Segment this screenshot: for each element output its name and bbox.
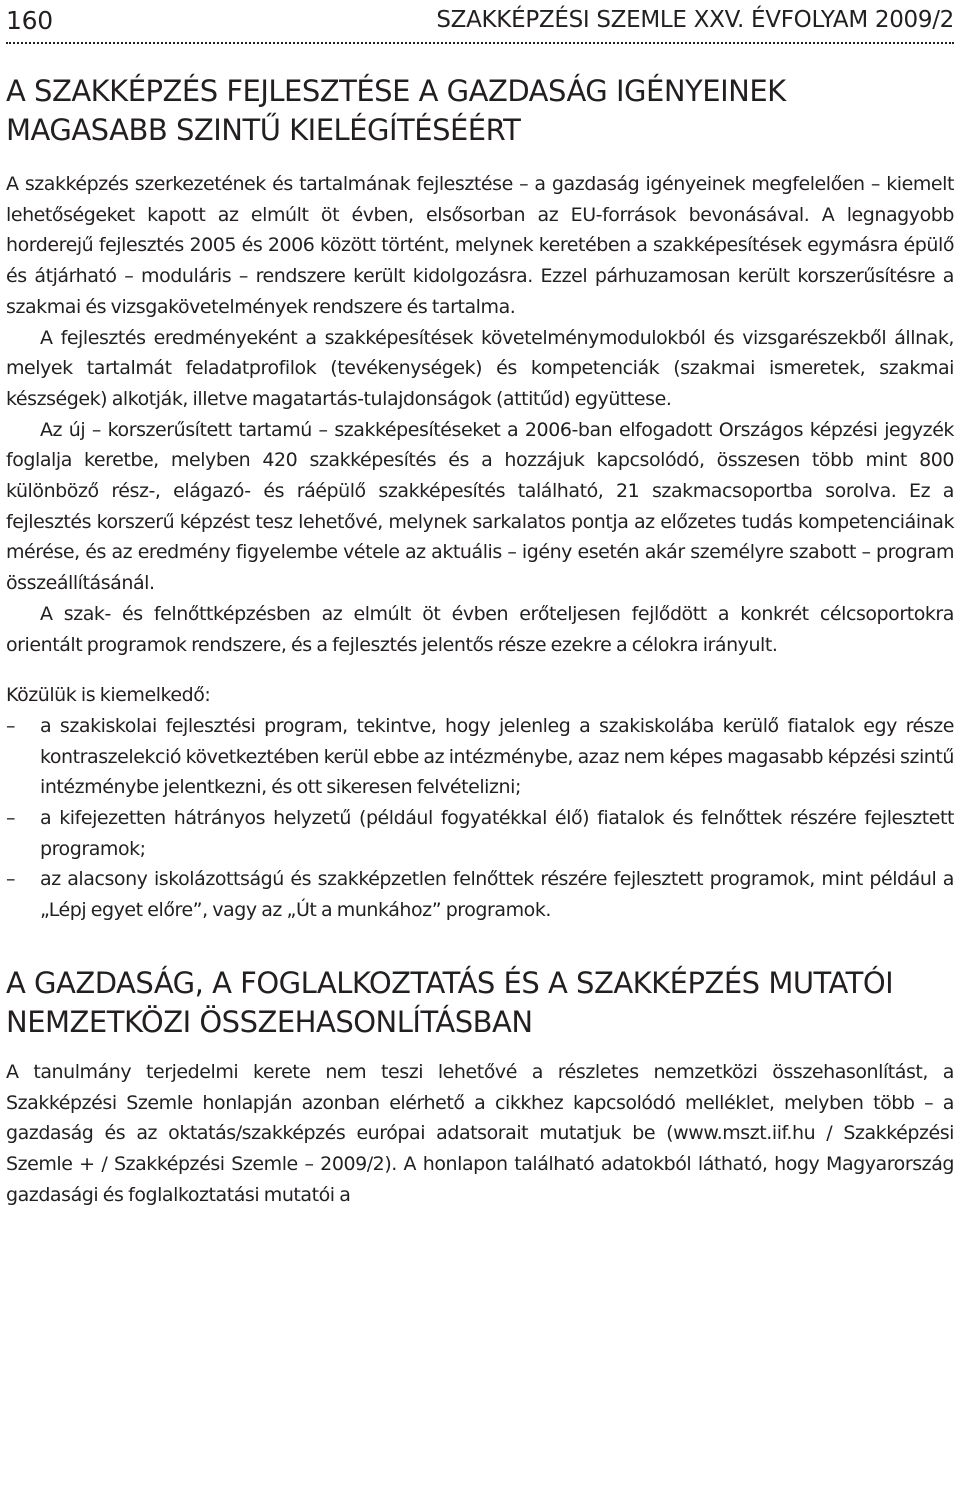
paragraph: Az új – korszerűsített tartamú – szakképesítéseket a 2006-ban elfogadott Országos képzési jegyzék foglalja keretbe, melyben 420 szakképesítés és a hozzájuk kapcsolódó, összesen több mint 800 különböző rész-, elágazó- és ráépülő szakképesítés található, 21 szakmacsoportba sorolva. Ez a fejlesztés korszerű képzést tesz lehetővé, melynek sarkalatos pontja az előzetes tudás kompetenciáinak mérése, és az eredmény figyelembe vétele az aktuális – igény esetén akár személyre szabott – program összeállításánál. — [6, 418, 954, 595]
running-header — [6, 0, 954, 40]
dash-marker: – — [6, 868, 16, 891]
list-item — [6, 711, 954, 803]
list-item-text: a kifejezetten hátrányos helyzetű (például fogyatékkal élő) fiatalok és felnőttek részére fejlesztett programok; — [40, 807, 954, 860]
paragraph: A szak- és felnőttképzésben az elmúlt öt évben erőteljesen fejlődött a konkrét célcsoportokra orientált programok rendszere, és a fejlesztés jelentős része ezekre a célokra irányult. — [6, 602, 954, 656]
header-divider — [6, 42, 954, 44]
list-item-text: a szakiskolai fejlesztési program, tekintve, hogy jelenleg a szakiskolába kerülő fiatalok egy része kontraszelekció következtében kerül ebbe az intézménybe, azaz nem képes magasabb képzési szintű intézménybe jelentkezni, és ott sikeresen felvételizni; — [40, 714, 954, 799]
page-number: 160 — [6, 5, 53, 35]
section-title-development: A SZAKKÉPZÉS FEJLESZTÉSE A GAZDASÁG IGÉNYEINEK MAGASABB SZINTŰ KIELÉGÍTÉSÉÉRT — [6, 74, 786, 147]
list-item — [6, 864, 954, 925]
dash-marker: – — [6, 714, 16, 737]
journal-title: SZAKKÉPZÉSI SZEMLE XXV. ÉVFOLYAM 2009/2 — [436, 7, 954, 33]
list-intro: Közülük is kiemelkedő: — [6, 684, 211, 707]
section-title-comparison: A GAZDASÁG, A FOGLALKOZTATÁS ÉS A SZAKKÉPZÉS MUTATÓI NEMZETKÖZI ÖSSZEHASONLÍTÁSBAN — [6, 965, 894, 1039]
highlight-list — [6, 711, 954, 926]
article-body — [6, 72, 954, 1210]
list-item-text: az alacsony iskolázottságú és szakképzetlen felnőttek részére fejlesztett programok, mint például a „Lépj egyet előre”, vagy az „Út a munkához” programok. — [40, 868, 954, 922]
paragraph: A fejlesztés eredményeként a szakképesítések követelménymodulokból és vizsgarészekből állnak, melyek tartalmát feladatprofilok (tevékenységek) és kompetenciák (szakmai ismeretek, szakmai készségek) alkotják, illetve magatartás-tulajdonságok (attitűd) együttese. — [6, 326, 954, 410]
paragraph: A szakképzés szerkezetének és tartalmának fejlesztése – a gazdaság igényeinek megfelelően – kiemelt lehetőségeket kapott az elmúlt öt évben, elsősorban az EU-források bevonásával. A legnagyobb horderejű fejlesztés 2005 és 2006 között történt, melynek keretében a szakképesítések egymásra épülő és átjárható – moduláris – rendszere került kidolgozásra. Ezzel párhuzamosan került korszerűsítésre a szakmai és vizsgakövetelmények rendszere és tartalma. — [6, 173, 954, 318]
dash-marker: – — [6, 807, 16, 830]
list-item — [6, 803, 954, 864]
paragraph: A tanulmány terjedelmi kerete nem teszi lehetővé a részletes nemzetközi összehasonlítást, a Szakképzési Szemle honlapján azonban elérhető a cikkhez kapcsolódó melléklet, melyben több – a gazdaság és az oktatás/szakképzés európai adatsorait mutatjuk be (www.mszt.iif.hu / Szakképzési Szemle + / Szakképzési Szemle – 2009/2). A honlapon található adatokból látható, hogy Magyarország gazdasági és foglalkoztatási mutatói a — [6, 1060, 954, 1206]
